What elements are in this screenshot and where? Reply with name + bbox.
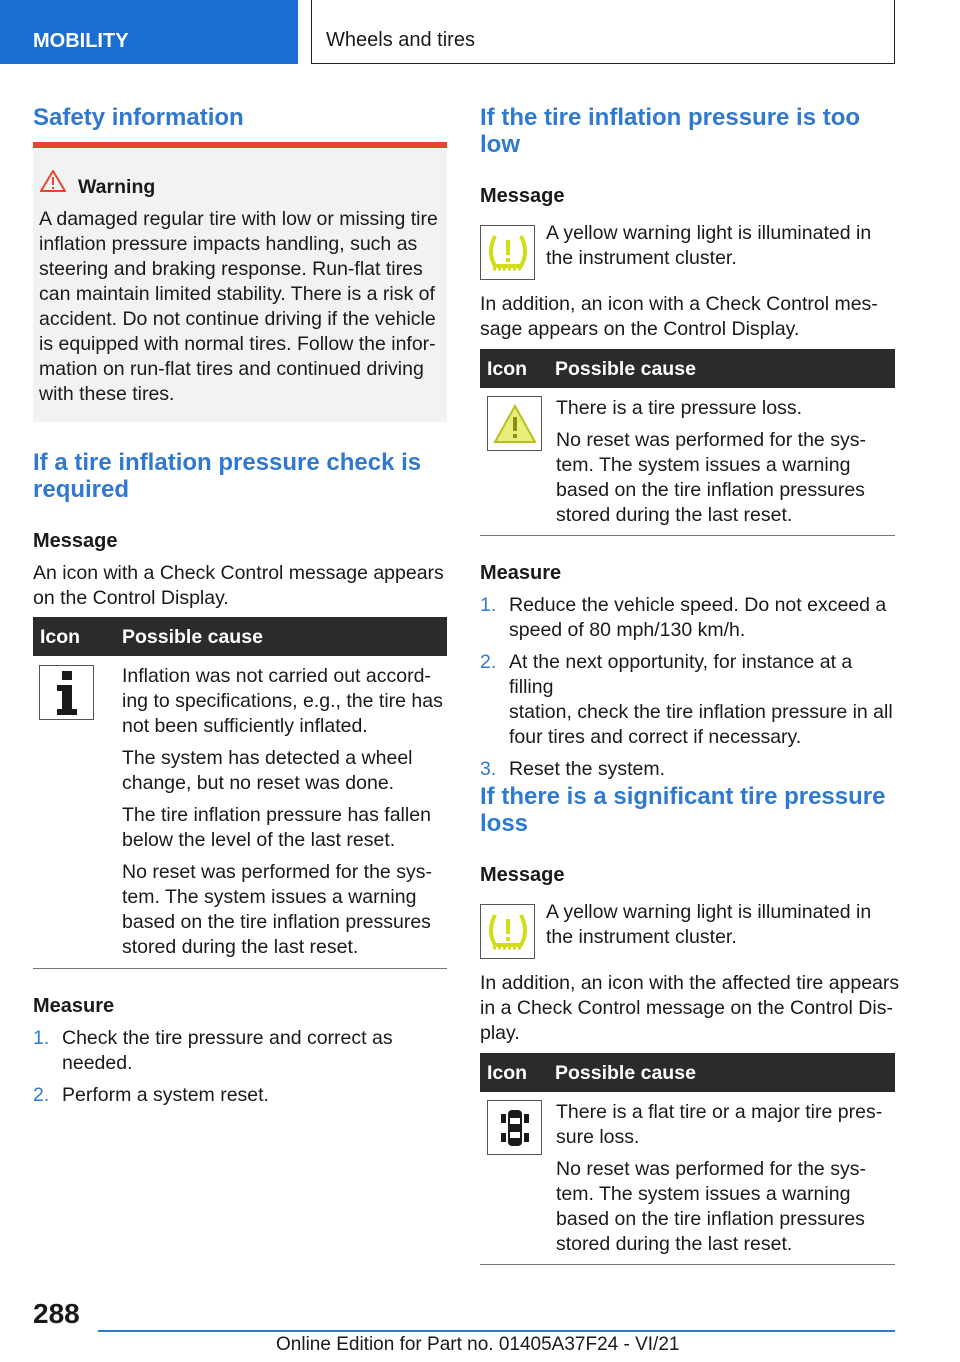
message-label: Message: [480, 864, 565, 886]
safety-heading: Safety information: [33, 104, 244, 131]
table-divider: [480, 535, 895, 536]
table-divider: [33, 968, 447, 969]
addition-text: In addition, an icon with a Check Control mes- sage appears on the Control Display.: [480, 293, 878, 340]
edition-text: Online Edition for Part no. 01405A37F24 - VI/21: [276, 1334, 680, 1355]
table-header: Icon Possible cause: [33, 617, 447, 656]
warning-box: [33, 142, 447, 422]
too-low-heading: If the tire inflation pressure is too low: [480, 104, 861, 158]
info-icon: [39, 665, 94, 720]
list-item: 2. At the next opportunity, for instance at a filling station, check the tire inflation pressure in all four tires and correct if necessary.: [480, 651, 893, 748]
causes-list: Inflation was not carried out accord- ing to specifications, e.g., the tire has not been sufficiently inflated. The system has detected a wheel change, but no reset was done. The tire inflation pressure has fallen below the level of the last reset. No reset was performed for the sys- tem. The system issues a warning based on the tire inflation pressures stored during the last reset.: [122, 665, 443, 958]
list-item: 1. Check the tire pressure and correct as needed.: [33, 1027, 393, 1074]
table-header: Icon Possible cause: [480, 1053, 895, 1092]
table-divider: [480, 1264, 895, 1265]
warning-light-text: A yellow warning light is illuminated in the instrument cluster.: [546, 222, 872, 269]
measure-label: Measure: [480, 562, 562, 584]
page-number: 288: [33, 1298, 80, 1329]
message-text: An icon with a Check Control message appears on the Control Display.: [33, 562, 444, 609]
message-label: Message: [33, 530, 118, 552]
table-header: Icon Possible cause: [480, 349, 895, 388]
footer-divider: [98, 1330, 895, 1332]
causes-list: There is a tire pressure loss. No reset was performed for the sys- tem. The system issues a warning based on the tire inflation pressures stored during the last reset.: [556, 397, 866, 526]
causes-list: There is a flat tire or a major tire pres- sure loss. No reset was performed for the sys- tem. The system issues a warning based on the tire inflation pressures stored during the last reset.: [556, 1101, 883, 1255]
list-item: 1. Reduce the vehicle speed. Do not exceed a speed of 80 mph/130 km/h.: [480, 594, 887, 641]
measure-label: Measure: [33, 995, 115, 1017]
section-tab: MOBILITY: [0, 0, 298, 64]
warning-title: Warning: [78, 176, 156, 198]
warning-triangle-icon: [40, 170, 66, 197]
list-item: 2. Perform a system reset.: [33, 1084, 269, 1106]
significant-loss-heading: If there is a significant tire pressure loss: [480, 783, 886, 837]
tire-pressure-warning-light-icon: [480, 904, 535, 959]
list-item: 3. Reset the system.: [480, 758, 666, 780]
warning-light-text: A yellow warning light is illuminated in the instrument cluster.: [546, 901, 872, 948]
addition-text: In addition, an icon with the affected tire appears in a Check Control message on the Control Dis- play.: [480, 972, 900, 1044]
message-label: Message: [480, 185, 565, 207]
check-required-heading: If a tire inflation pressure check is required: [33, 449, 422, 503]
measure-list: [33, 1026, 447, 1108]
chapter-title: Wheels and tires: [311, 0, 895, 64]
car-flat-tire-icon: [487, 1100, 542, 1155]
warning-text: A damaged regular tire with low or missing tire inflation pressure impacts handling, such as steering and braking response. Run-flat tires can maintain limited stability. There is a risk of accident. Do not continue driving if the vehicle is equipped with normal tires. Follow the infor- mation on run-flat tires and continued driving with these tires.: [39, 208, 438, 405]
warning-triangle-icon: [487, 396, 542, 451]
measure-list: [480, 593, 900, 782]
tire-pressure-warning-light-icon: [480, 225, 535, 280]
